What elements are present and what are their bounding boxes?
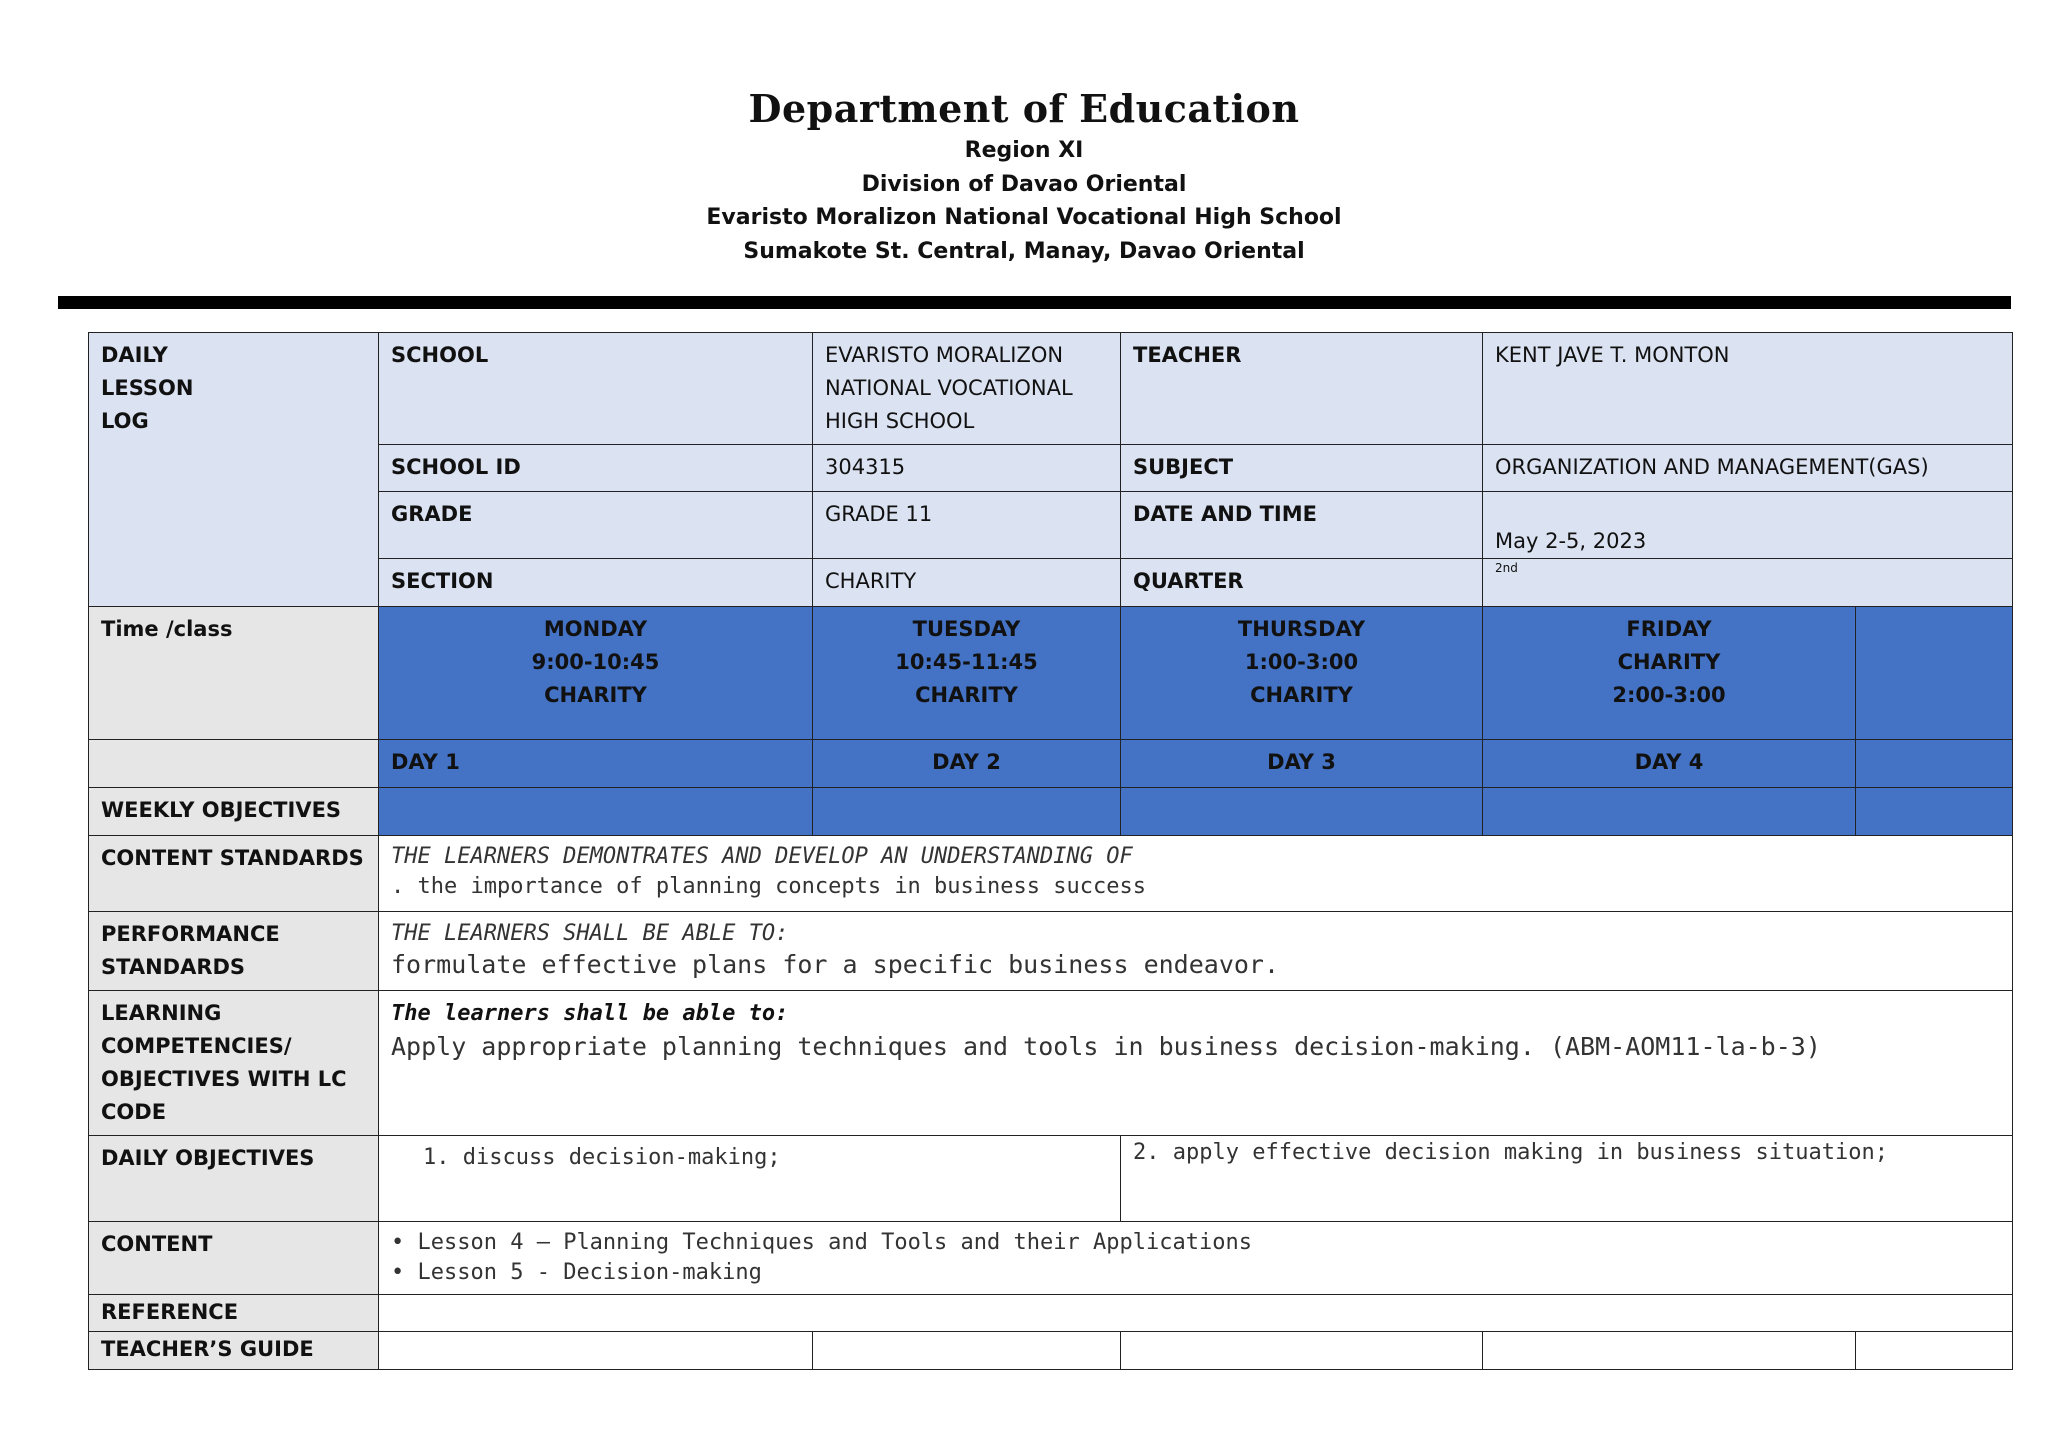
school-line: Evaristo Moralizon National Vocational High School: [706, 205, 1342, 230]
grade-value: GRADE 11: [813, 492, 1121, 559]
teacher-label: TEACHER: [1121, 333, 1483, 445]
header-divider: [58, 296, 2011, 309]
schedule-row: [89, 607, 2013, 740]
competencies-row: [89, 991, 2013, 1136]
teachers-guide-row: [89, 1332, 2013, 1370]
daily-objective-1: 1. discuss decision-making;: [379, 1136, 1121, 1222]
address-line: Sumakote St. Central, Manay, Davao Oriental: [743, 238, 1305, 264]
day-1: DAY 1: [379, 740, 813, 788]
competencies-text: Apply appropriate planning techniques and tools in business decision-making. (ABM-AOM11-la-b-3): [391, 1032, 1821, 1061]
region-line: Region XI: [964, 138, 1084, 163]
day-extra: [1856, 740, 2013, 788]
schedule-monday: [379, 607, 813, 740]
school-id-value: 304315: [813, 445, 1121, 492]
weekly-objectives-cell-1: [379, 788, 813, 836]
bullet-icon: •: [391, 1260, 418, 1285]
content-standards-text: . the importance of planning concepts in business success: [391, 874, 1146, 899]
reference-label: REFERENCE: [89, 1295, 379, 1332]
dll-label-cell: DAILY LESSON LOG: [89, 333, 379, 607]
schedule-friday-time: 2:00-3:00: [1612, 683, 1726, 707]
content-item-1-text: Lesson 4 – Planning Techniques and Tools and their Applications: [417, 1230, 1252, 1255]
schedule-friday-day: FRIDAY: [1626, 617, 1712, 641]
schedule-thursday-time: 1:00-3:00: [1244, 650, 1359, 674]
teacher-value: KENT JAVE T. MONTON: [1483, 333, 2013, 445]
content-standards-label: CONTENT STANDARDS: [89, 836, 379, 912]
schedule-tuesday-section: CHARITY: [915, 683, 1018, 707]
day-2: DAY 2: [813, 740, 1121, 788]
competencies-intro: The learners shall be able to:: [391, 1001, 789, 1026]
weekly-objectives-cell-5: [1856, 788, 2013, 836]
content-standards-cell: [379, 836, 2013, 912]
day-4: DAY 4: [1483, 740, 1856, 788]
division-line: Division of Davao Oriental: [861, 171, 1187, 197]
reference-row: [89, 1295, 2013, 1332]
schedule-friday-section: CHARITY: [1617, 650, 1721, 674]
daily-objectives-label: DAILY OBJECTIVES: [89, 1136, 379, 1222]
weekly-objectives-label: WEEKLY OBJECTIVES: [89, 788, 379, 836]
school-label: SCHOOL: [379, 333, 813, 445]
schedule-monday-section: CHARITY: [544, 683, 647, 707]
schedule-tuesday-day: TUESDAY: [912, 617, 1021, 641]
schedule-thursday: [1121, 607, 1483, 740]
schedule-friday: [1483, 607, 1856, 740]
day-row-label: [89, 740, 379, 788]
quarter-label: QUARTER: [1121, 559, 1483, 607]
weekly-objectives-cell-3: [1121, 788, 1483, 836]
schedule-monday-day: MONDAY: [543, 617, 648, 641]
daily-objective-2: 2. apply effective decision making in business situation;: [1121, 1136, 2013, 1222]
content-item-2-text: Lesson 5 - Decision-making: [417, 1260, 762, 1285]
schedule-tuesday: [813, 607, 1121, 740]
content-item-2: [391, 1258, 2000, 1288]
daily-objectives-row: [89, 1136, 2013, 1222]
teachers-guide-label: TEACHER’S GUIDE: [89, 1332, 379, 1370]
day-3: DAY 3: [1121, 740, 1483, 788]
quarter-value: 2nd: [1495, 561, 1518, 575]
weekly-objectives-cell-2: [813, 788, 1121, 836]
section-value: CHARITY: [813, 559, 1121, 607]
school-id-label: SCHOOL ID: [379, 445, 813, 492]
schedule-thursday-section: CHARITY: [1250, 683, 1353, 707]
performance-standards-row: [89, 912, 2013, 991]
competencies-label: LEARNING COMPETENCIES/ OBJECTIVES WITH LC CODE: [89, 991, 379, 1136]
subject-label: SUBJECT: [1121, 445, 1483, 492]
time-class-label: Time /class: [89, 607, 379, 740]
performance-standards-intro: THE LEARNERS SHALL BE ABLE TO:: [391, 921, 789, 946]
reference-cell: [379, 1295, 2013, 1332]
daily-lesson-log-table: [88, 332, 2013, 1370]
school-value: EVARISTO MORALIZON NATIONAL VOCATIONAL HIGH SCHOOL: [813, 333, 1121, 445]
day-row: [89, 740, 2013, 788]
document-header: [0, 84, 2048, 268]
teachers-guide-cell-1: [379, 1332, 813, 1370]
content-item-1: [391, 1228, 2000, 1258]
date-time-label: DATE AND TIME: [1121, 492, 1483, 559]
content-cell: [379, 1222, 2013, 1295]
schedule-extra: [1856, 607, 2013, 740]
subject-value: ORGANIZATION AND MANAGEMENT(GAS): [1483, 445, 2013, 492]
performance-standards-text: formulate effective plans for a specific business endeavor.: [391, 950, 1280, 979]
schedule-tuesday-time: 10:45-11:45: [895, 650, 1038, 674]
performance-standards-label: PERFORMANCE STANDARDS: [89, 912, 379, 991]
grade-label: GRADE: [379, 492, 813, 559]
content-standards-intro: THE LEARNERS DEMONTRATES AND DEVELOP AN UNDERSTANDING OF: [391, 844, 1133, 869]
teachers-guide-cell-4: [1483, 1332, 1856, 1370]
quarter-value-cell: [1483, 559, 2013, 607]
performance-standards-cell: [379, 912, 2013, 991]
teachers-guide-cell-2: [813, 1332, 1121, 1370]
weekly-objectives-cell-4: [1483, 788, 1856, 836]
content-standards-row: [89, 836, 2013, 912]
bullet-icon: •: [391, 1230, 418, 1255]
schedule-monday-time: 9:00-10:45: [531, 650, 660, 674]
competencies-cell: [379, 991, 2013, 1136]
teachers-guide-cell-3: [1121, 1332, 1483, 1370]
info-row-school: [89, 333, 2013, 445]
date-time-value: May 2-5, 2023: [1483, 492, 2013, 559]
section-label: SECTION: [379, 559, 813, 607]
content-row: [89, 1222, 2013, 1295]
department-title: Department of Education: [748, 86, 1300, 131]
weekly-objectives-row: [89, 788, 2013, 836]
schedule-thursday-day: THURSDAY: [1237, 617, 1366, 641]
teachers-guide-cell-5: [1856, 1332, 2013, 1370]
content-label: CONTENT: [89, 1222, 379, 1295]
